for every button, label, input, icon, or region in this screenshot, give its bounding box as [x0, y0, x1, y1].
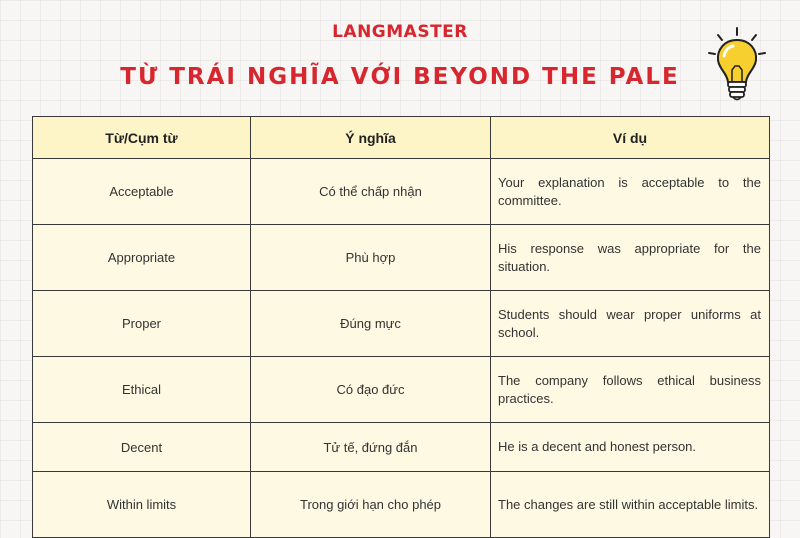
meaning-cell: Có đạo đức	[251, 357, 491, 423]
example-cell: Students should wear proper uniforms at school.	[491, 291, 770, 357]
word-cell: Ethical	[33, 357, 251, 423]
example-cell: The company follows ethical business practices.	[491, 357, 770, 423]
column-header-word: Từ/Cụm từ	[33, 117, 251, 159]
lightbulb-icon	[704, 26, 770, 106]
word-cell: Acceptable	[33, 159, 251, 225]
table-row	[33, 291, 770, 357]
meaning-cell: Có thể chấp nhận	[251, 159, 491, 225]
column-header-meaning: Ý nghĩa	[251, 117, 491, 159]
word-cell: Appropriate	[33, 225, 251, 291]
antonyms-table	[32, 116, 770, 538]
table-row	[33, 225, 770, 291]
table-header-row	[33, 117, 770, 159]
example-cell: He is a decent and honest person.	[491, 423, 770, 472]
word-cell: Proper	[33, 291, 251, 357]
meaning-cell: Tử tế, đứng đắn	[251, 423, 491, 472]
word-cell: Decent	[33, 423, 251, 472]
word-cell: Within limits	[33, 472, 251, 538]
example-cell: His response was appropriate for the situation.	[491, 225, 770, 291]
table-row	[33, 423, 770, 472]
column-header-example: Ví dụ	[491, 117, 770, 159]
table-row	[33, 159, 770, 225]
table-row	[33, 357, 770, 423]
brand-logo: LANGMASTER	[332, 22, 468, 42]
table-row	[33, 472, 770, 538]
example-cell: Your explanation is acceptable to the committee.	[491, 159, 770, 225]
page-title: TỪ TRÁI NGHĨA VỚI BEYOND THE PALE	[120, 64, 680, 90]
meaning-cell: Phù hợp	[251, 225, 491, 291]
meaning-cell: Trong giới hạn cho phép	[251, 472, 491, 538]
meaning-cell: Đúng mực	[251, 291, 491, 357]
example-cell: The changes are still within acceptable limits.	[491, 472, 770, 538]
